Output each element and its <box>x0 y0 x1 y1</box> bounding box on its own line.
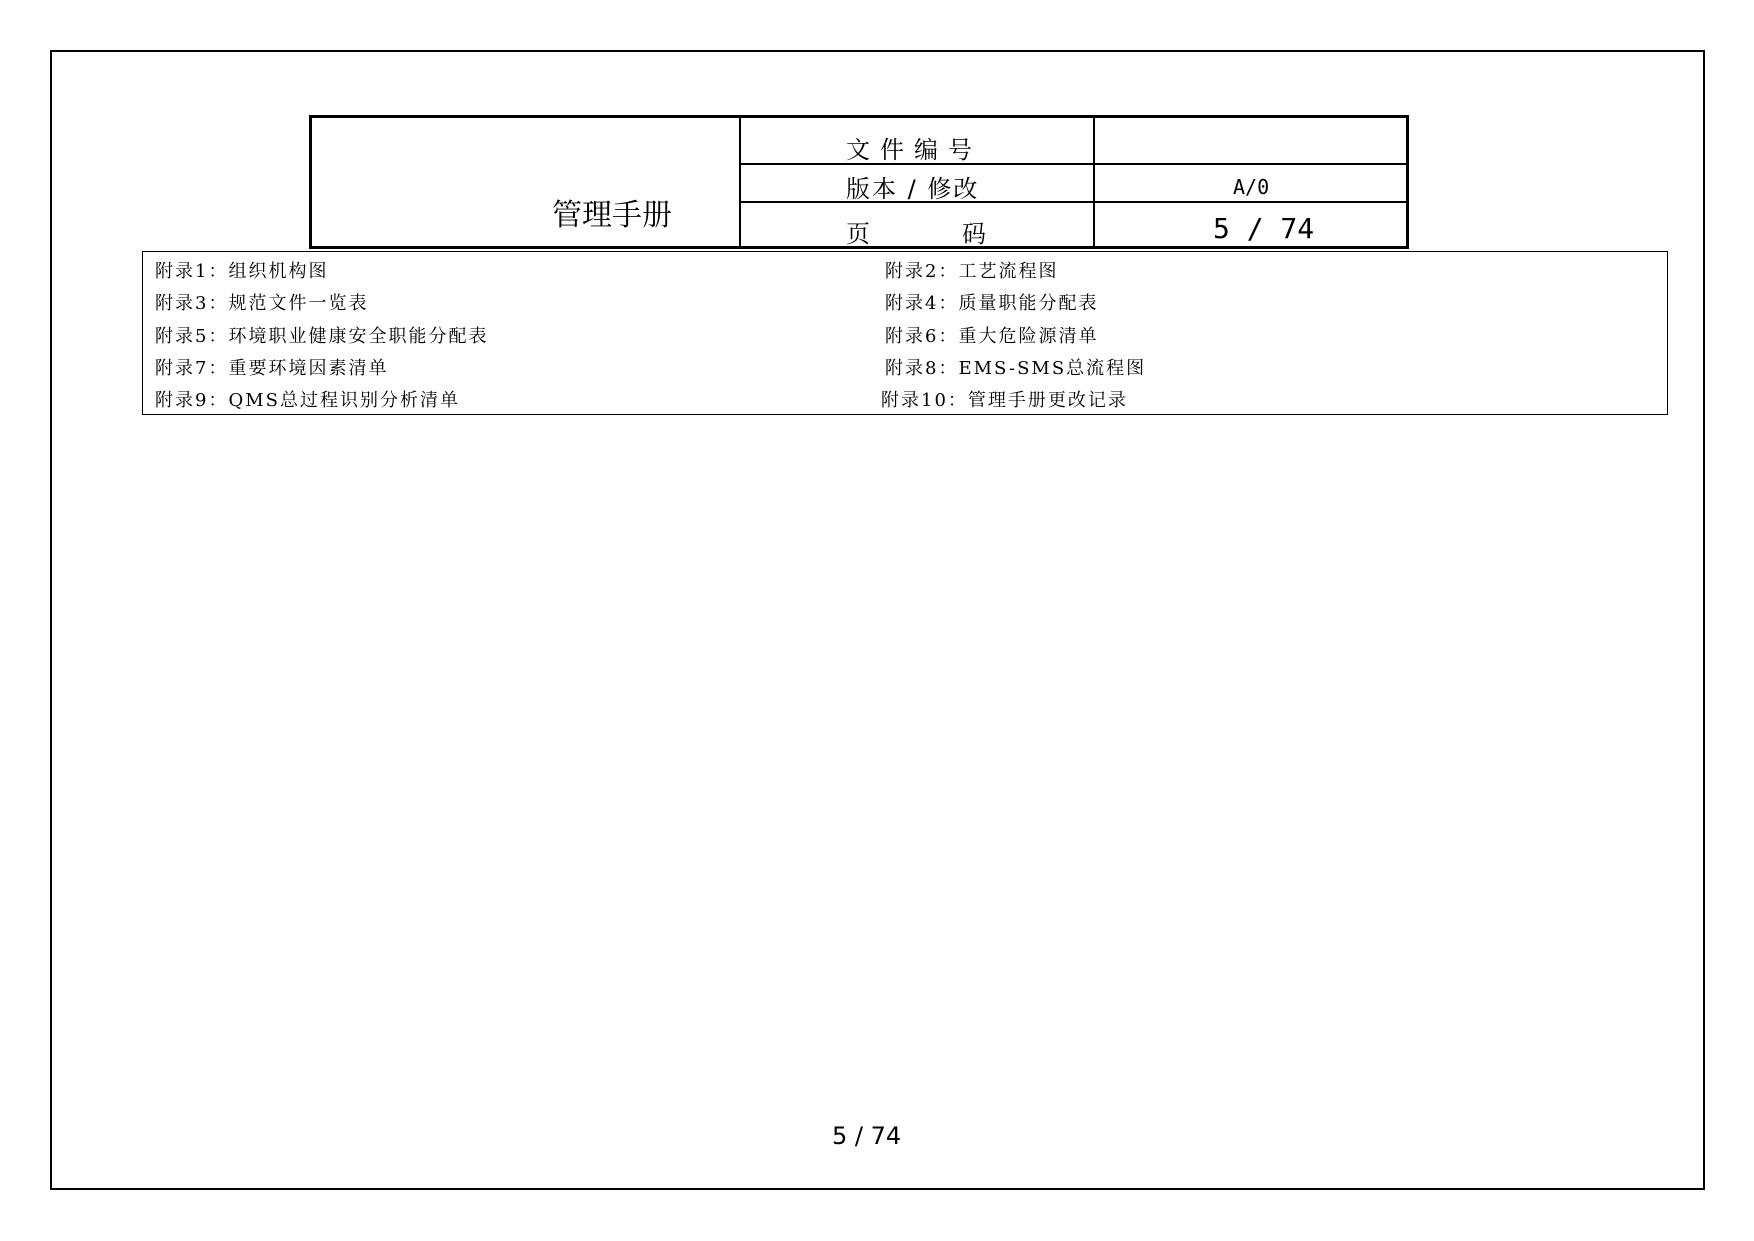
doc-number-label-cell <box>741 118 1095 163</box>
appendix-8: 附录8：EMS-SMS总流程图 <box>885 358 1147 379</box>
appendix-7: 附录7：重要环境因素清单 <box>155 358 389 379</box>
doc-number-row <box>741 118 1406 165</box>
manual-title-cell <box>312 118 741 246</box>
appendix-10: 附录10：管理手册更改记录 <box>881 390 1128 411</box>
version-label: 版本 / 修改 <box>846 175 980 203</box>
appendix-list-box <box>142 251 1668 415</box>
footer-page-number: 5 / 74 <box>832 1122 902 1150</box>
appendix-6: 附录6：重大危险源清单 <box>885 326 1099 347</box>
version-value-cell <box>1095 165 1406 201</box>
appendix-1: 附录1：组织机构图 <box>155 261 329 282</box>
version-label-cell <box>741 165 1095 201</box>
version-value: A/0 <box>1233 175 1270 199</box>
page-label-left: 页 <box>846 220 870 248</box>
doc-number-value-cell <box>1095 118 1406 163</box>
page-value-cell <box>1095 203 1406 246</box>
page-row <box>741 203 1406 246</box>
appendix-3: 附录3：规范文件一览表 <box>155 293 369 314</box>
appendix-9: 附录9：QMS总过程识别分析清单 <box>155 390 460 411</box>
page-label <box>846 214 986 249</box>
appendix-2: 附录2：工艺流程图 <box>885 261 1059 282</box>
doc-number-label: 文件编号 <box>846 136 982 164</box>
appendix-4: 附录4：质量职能分配表 <box>885 293 1099 314</box>
page-value: 5 / 74 <box>1213 212 1315 245</box>
page-label-cell <box>741 203 1095 246</box>
page-label-right: 码 <box>962 220 986 248</box>
document-header-table <box>309 115 1409 249</box>
version-row <box>741 165 1406 203</box>
appendix-5: 附录5：环境职业健康安全职能分配表 <box>155 326 489 347</box>
manual-title: 管理手册 <box>552 198 672 233</box>
